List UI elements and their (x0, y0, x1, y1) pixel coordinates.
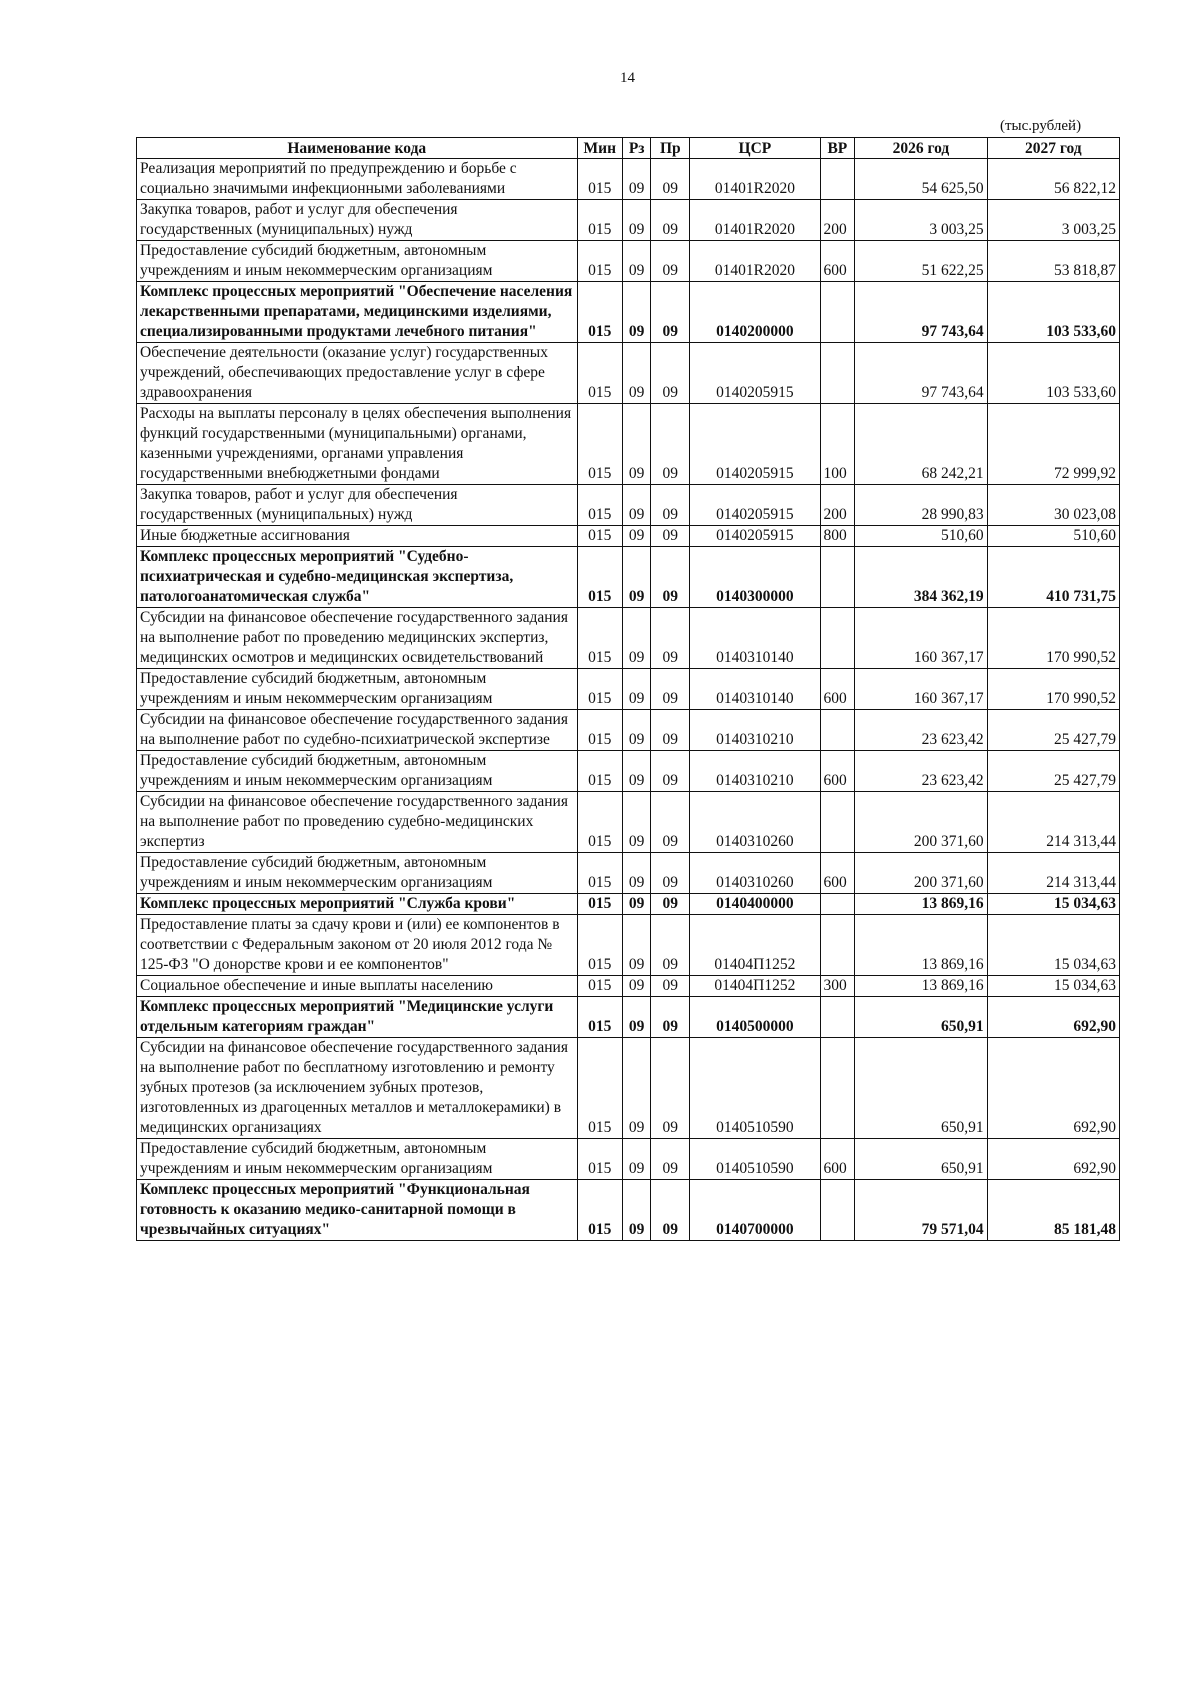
table-row (137, 669, 1120, 710)
cell-min: 015 (577, 200, 623, 241)
cell-name: Закупка товаров, работ и услуг для обеспечения государственных (муниципальных) нужд (137, 200, 578, 241)
table-row (137, 853, 1120, 894)
cell-name: Комплекс процессных мероприятий "Судебно-психиатрическая и судебно-медицинская экспертиза, патологоанатомическая служба" (137, 547, 578, 608)
cell-name: Иные бюджетные ассигнования (137, 526, 578, 547)
cell-name: Комплекс процессных мероприятий "Функциональная готовность к оказанию медико-санитарной помощи в чрезвычайных ситуациях" (137, 1180, 578, 1241)
cell-rz: 09 (623, 282, 651, 343)
cell-pr: 09 (651, 710, 690, 751)
cell-rz: 09 (623, 547, 651, 608)
table-row (137, 1139, 1120, 1180)
cell-2026: 200 371,60 (855, 853, 987, 894)
cell-vr (820, 792, 855, 853)
cell-csr: 0140310260 (690, 853, 820, 894)
table-row (137, 404, 1120, 485)
table-row (137, 159, 1120, 200)
cell-vr: 600 (820, 853, 855, 894)
cell-2026: 97 743,64 (855, 282, 987, 343)
table-body (137, 159, 1120, 1241)
cell-vr: 600 (820, 751, 855, 792)
cell-pr: 09 (651, 159, 690, 200)
cell-rz: 09 (623, 1139, 651, 1180)
cell-pr: 09 (651, 485, 690, 526)
cell-csr: 0140310140 (690, 608, 820, 669)
table-row (137, 200, 1120, 241)
cell-pr: 09 (651, 200, 690, 241)
col-header-csr: ЦСР (690, 138, 820, 159)
table-row-subtotal (137, 547, 1120, 608)
cell-2026: 13 869,16 (855, 915, 987, 976)
cell-2026: 510,60 (855, 526, 987, 547)
cell-min: 015 (577, 547, 623, 608)
cell-2026: 13 869,16 (855, 894, 987, 915)
cell-2026: 68 242,21 (855, 404, 987, 485)
cell-rz: 09 (623, 404, 651, 485)
cell-2027: 214 313,44 (987, 853, 1119, 894)
cell-csr: 0140310210 (690, 710, 820, 751)
cell-vr: 100 (820, 404, 855, 485)
cell-min: 015 (577, 485, 623, 526)
cell-rz: 09 (623, 485, 651, 526)
cell-pr: 09 (651, 669, 690, 710)
cell-csr: 0140205915 (690, 526, 820, 547)
cell-min: 015 (577, 1180, 623, 1241)
cell-vr (820, 1180, 855, 1241)
cell-min: 015 (577, 1038, 623, 1139)
cell-min: 015 (577, 853, 623, 894)
cell-rz: 09 (623, 1038, 651, 1139)
table-row (137, 976, 1120, 997)
cell-rz: 09 (623, 751, 651, 792)
cell-2027: 53 818,87 (987, 241, 1119, 282)
cell-2027: 85 181,48 (987, 1180, 1119, 1241)
cell-vr: 600 (820, 669, 855, 710)
cell-2027: 103 533,60 (987, 343, 1119, 404)
cell-name: Предоставление субсидий бюджетным, автономным учреждениям и иным некоммерческим организациям (137, 853, 578, 894)
cell-vr: 200 (820, 200, 855, 241)
table-row (137, 751, 1120, 792)
table-header-row (137, 138, 1120, 159)
cell-vr (820, 343, 855, 404)
cell-min: 015 (577, 404, 623, 485)
cell-min: 015 (577, 710, 623, 751)
cell-name: Закупка товаров, работ и услуг для обеспечения государственных (муниципальных) нужд (137, 485, 578, 526)
cell-name: Реализация мероприятий по предупреждению и борьбе с социально значимыми инфекционными заболеваниями (137, 159, 578, 200)
cell-min: 015 (577, 526, 623, 547)
cell-rz: 09 (623, 608, 651, 669)
cell-csr: 0140510590 (690, 1139, 820, 1180)
cell-vr: 200 (820, 485, 855, 526)
col-header-vr: ВР (820, 138, 855, 159)
cell-rz: 09 (623, 241, 651, 282)
col-header-rz: Рз (623, 138, 651, 159)
cell-min: 015 (577, 792, 623, 853)
cell-pr: 09 (651, 608, 690, 669)
cell-vr: 600 (820, 1139, 855, 1180)
cell-2026: 160 367,17 (855, 608, 987, 669)
cell-2027: 692,90 (987, 997, 1119, 1038)
cell-name: Субсидии на финансовое обеспечение государственного задания на выполнение работ по бесплатному изготовлению и ремонту зубных протезов (за исключением зубных протезов, изготовленных из драгоценных металлов и металлокерамики) в медицинских организациях (137, 1038, 578, 1139)
cell-rz: 09 (623, 894, 651, 915)
cell-pr: 09 (651, 526, 690, 547)
cell-name: Комплекс процессных мероприятий "Медицинские услуги отдельным категориям граждан" (137, 997, 578, 1038)
cell-2027: 510,60 (987, 526, 1119, 547)
cell-min: 015 (577, 669, 623, 710)
cell-min: 015 (577, 241, 623, 282)
cell-pr: 09 (651, 792, 690, 853)
cell-vr (820, 547, 855, 608)
cell-name: Расходы на выплаты персоналу в целях обеспечения выполнения функций государственными (муниципальными) органами, казенными учреждениями, органами управления государственными внебюджетными фондами (137, 404, 578, 485)
cell-2026: 97 743,64 (855, 343, 987, 404)
cell-min: 015 (577, 608, 623, 669)
cell-csr: 0140205915 (690, 343, 820, 404)
cell-min: 015 (577, 915, 623, 976)
cell-pr: 09 (651, 547, 690, 608)
cell-name: Предоставление субсидий бюджетным, автономным учреждениям и иным некоммерческим организациям (137, 1139, 578, 1180)
cell-rz: 09 (623, 853, 651, 894)
page-number: 14 (620, 70, 635, 86)
cell-2027: 692,90 (987, 1139, 1119, 1180)
cell-name: Комплекс процессных мероприятий "Служба крови" (137, 894, 578, 915)
cell-2027: 103 533,60 (987, 282, 1119, 343)
cell-2027: 170 990,52 (987, 608, 1119, 669)
cell-2026: 23 623,42 (855, 751, 987, 792)
cell-2027: 692,90 (987, 1038, 1119, 1139)
cell-2026: 54 625,50 (855, 159, 987, 200)
cell-vr: 300 (820, 976, 855, 997)
units-label: (тыс.рублей) (1000, 118, 1082, 134)
cell-2026: 3 003,25 (855, 200, 987, 241)
col-header-2026: 2026 год (855, 138, 987, 159)
cell-csr: 01404П1252 (690, 976, 820, 997)
cell-csr: 0140205915 (690, 404, 820, 485)
cell-vr: 600 (820, 241, 855, 282)
cell-rz: 09 (623, 915, 651, 976)
cell-csr: 0140500000 (690, 997, 820, 1038)
cell-2027: 214 313,44 (987, 792, 1119, 853)
cell-csr: 0140700000 (690, 1180, 820, 1241)
cell-rz: 09 (623, 710, 651, 751)
cell-min: 015 (577, 997, 623, 1038)
cell-vr (820, 1038, 855, 1139)
cell-pr: 09 (651, 853, 690, 894)
table-row (137, 1038, 1120, 1139)
cell-2027: 25 427,79 (987, 751, 1119, 792)
cell-pr: 09 (651, 1180, 690, 1241)
cell-vr (820, 159, 855, 200)
cell-name: Обеспечение деятельности (оказание услуг) государственных учреждений, обеспечивающих предоставление услуг в сфере здравоохранения (137, 343, 578, 404)
cell-min: 015 (577, 159, 623, 200)
cell-pr: 09 (651, 1139, 690, 1180)
cell-rz: 09 (623, 997, 651, 1038)
cell-csr: 0140200000 (690, 282, 820, 343)
cell-2027: 3 003,25 (987, 200, 1119, 241)
cell-2027: 15 034,63 (987, 976, 1119, 997)
table-row (137, 526, 1120, 547)
cell-rz: 09 (623, 526, 651, 547)
cell-min: 015 (577, 976, 623, 997)
cell-2026: 51 622,25 (855, 241, 987, 282)
cell-2026: 200 371,60 (855, 792, 987, 853)
cell-min: 015 (577, 894, 623, 915)
cell-csr: 0140310210 (690, 751, 820, 792)
cell-vr (820, 710, 855, 751)
col-header-pr: Пр (651, 138, 690, 159)
cell-name: Социальное обеспечение и иные выплаты населению (137, 976, 578, 997)
cell-2027: 170 990,52 (987, 669, 1119, 710)
cell-csr: 01401R2020 (690, 200, 820, 241)
cell-vr (820, 608, 855, 669)
cell-csr: 0140300000 (690, 547, 820, 608)
cell-pr: 09 (651, 751, 690, 792)
cell-2026: 23 623,42 (855, 710, 987, 751)
cell-min: 015 (577, 1139, 623, 1180)
cell-vr (820, 997, 855, 1038)
cell-2026: 28 990,83 (855, 485, 987, 526)
table-row (137, 915, 1120, 976)
cell-csr: 0140400000 (690, 894, 820, 915)
cell-min: 015 (577, 343, 623, 404)
table-row (137, 710, 1120, 751)
cell-min: 015 (577, 282, 623, 343)
cell-pr: 09 (651, 1038, 690, 1139)
cell-rz: 09 (623, 343, 651, 404)
cell-2027: 25 427,79 (987, 710, 1119, 751)
cell-vr (820, 282, 855, 343)
cell-csr: 0140310260 (690, 792, 820, 853)
cell-name: Субсидии на финансовое обеспечение государственного задания на выполнение работ по судебно-психиатрической экспертизе (137, 710, 578, 751)
table-row (137, 485, 1120, 526)
table-row (137, 792, 1120, 853)
cell-rz: 09 (623, 669, 651, 710)
cell-csr: 01404П1252 (690, 915, 820, 976)
cell-pr: 09 (651, 894, 690, 915)
col-header-name: Наименование кода (137, 138, 578, 159)
cell-rz: 09 (623, 159, 651, 200)
cell-pr: 09 (651, 241, 690, 282)
cell-rz: 09 (623, 1180, 651, 1241)
table-row-subtotal (137, 894, 1120, 915)
cell-vr (820, 894, 855, 915)
cell-rz: 09 (623, 792, 651, 853)
cell-2027: 15 034,63 (987, 915, 1119, 976)
cell-2027: 72 999,92 (987, 404, 1119, 485)
cell-vr: 800 (820, 526, 855, 547)
cell-name: Предоставление субсидий бюджетным, автономным учреждениям и иным некоммерческим организациям (137, 241, 578, 282)
cell-pr: 09 (651, 976, 690, 997)
table-row (137, 343, 1120, 404)
cell-2026: 650,91 (855, 1038, 987, 1139)
cell-csr: 01401R2020 (690, 241, 820, 282)
cell-name: Предоставление субсидий бюджетным, автономным учреждениям и иным некоммерческим организациям (137, 751, 578, 792)
cell-2026: 13 869,16 (855, 976, 987, 997)
col-header-min: Мин (577, 138, 623, 159)
cell-pr: 09 (651, 343, 690, 404)
cell-2026: 79 571,04 (855, 1180, 987, 1241)
cell-min: 015 (577, 751, 623, 792)
cell-2027: 410 731,75 (987, 547, 1119, 608)
cell-2027: 56 822,12 (987, 159, 1119, 200)
cell-name: Субсидии на финансовое обеспечение государственного задания на выполнение работ по проведению медицинских экспертиз, медицинских осмотров и медицинских освидетельствований (137, 608, 578, 669)
table-row (137, 241, 1120, 282)
cell-name: Субсидии на финансовое обеспечение государственного задания на выполнение работ по проведению судебно-медицинских экспертиз (137, 792, 578, 853)
cell-pr: 09 (651, 997, 690, 1038)
table-row-subtotal (137, 997, 1120, 1038)
cell-2026: 650,91 (855, 997, 987, 1038)
cell-pr: 09 (651, 404, 690, 485)
cell-name: Предоставление платы за сдачу крови и (или) ее компонентов в соответствии с Федеральным законом от 20 июля 2012 года № 125-ФЗ "О донорстве крови и ее компонентов" (137, 915, 578, 976)
cell-2026: 384 362,19 (855, 547, 987, 608)
table-row (137, 608, 1120, 669)
budget-table (136, 137, 1120, 1241)
cell-name: Комплекс процессных мероприятий "Обеспечение населения лекарственными препаратами, медицинскими изделиями, специализированными продуктами лечебного питания" (137, 282, 578, 343)
cell-2026: 650,91 (855, 1139, 987, 1180)
cell-vr (820, 915, 855, 976)
cell-2027: 30 023,08 (987, 485, 1119, 526)
cell-rz: 09 (623, 976, 651, 997)
cell-2026: 160 367,17 (855, 669, 987, 710)
cell-csr: 0140510590 (690, 1038, 820, 1139)
cell-rz: 09 (623, 200, 651, 241)
cell-pr: 09 (651, 282, 690, 343)
cell-name: Предоставление субсидий бюджетным, автономным учреждениям и иным некоммерческим организациям (137, 669, 578, 710)
table-row-subtotal (137, 1180, 1120, 1241)
cell-2027: 15 034,63 (987, 894, 1119, 915)
col-header-2027: 2027 год (987, 138, 1119, 159)
cell-csr: 0140310140 (690, 669, 820, 710)
cell-csr: 0140205915 (690, 485, 820, 526)
cell-pr: 09 (651, 915, 690, 976)
cell-csr: 01401R2020 (690, 159, 820, 200)
table-row-subtotal (137, 282, 1120, 343)
